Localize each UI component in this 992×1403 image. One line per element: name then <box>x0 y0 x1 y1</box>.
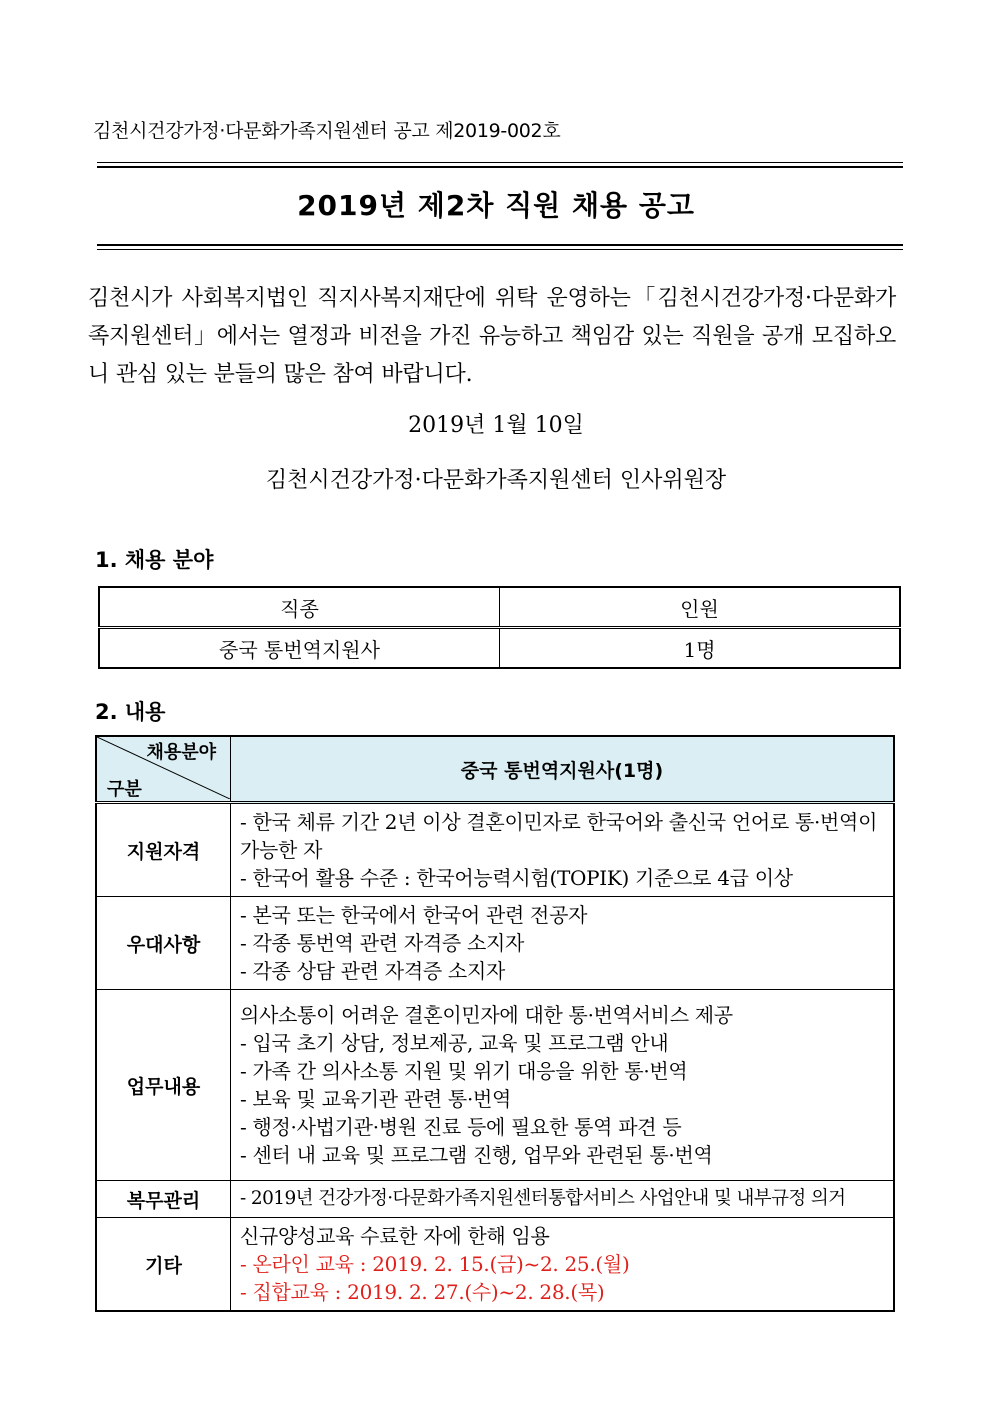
title-rule-bottom-thick <box>97 244 903 246</box>
intro-paragraph: 김천시가 사회복지법인 직지사복지재단에 위탁 운영하는「김천시건강가정·다문화가족지원센터」에서는 열정과 비전을 가진 유능하고 책임감 있는 직원을 공개 모집하오니 관심 있는 분들의 많은 참여 바랍니다. <box>88 286 896 387</box>
cell-job-type: 중국 통번역지원사 <box>99 628 500 669</box>
table-header-row <box>99 587 900 628</box>
preference-line-2: - 각종 통번역 관련 자격증 소지자 <box>240 931 525 955</box>
header-headcount: 인원 <box>500 587 901 628</box>
recruit-field-table <box>98 586 901 669</box>
title-rule-top-thick <box>97 166 903 168</box>
table-row-service <box>96 1181 894 1218</box>
content-etc <box>231 1218 895 1312</box>
details-header-row <box>96 736 894 803</box>
header-job-type: 직종 <box>99 587 500 628</box>
duties-line-3: - 가족 간 의사소통 지원 및 위기 대응을 위한 통·번역 <box>240 1059 688 1083</box>
duties-line-6: - 센터 내 교육 및 프로그램 진행, 업무와 관련된 통·번역 <box>240 1143 713 1167</box>
section-heading-recruit-field: 1. 채용 분야 <box>95 548 214 572</box>
table-row <box>99 628 900 669</box>
details-table <box>95 735 895 1312</box>
content-preference <box>231 897 895 990</box>
notice-signer: 김천시건강가정·다문화가족지원센터 인사위원장 <box>265 468 727 493</box>
content-service <box>231 1181 895 1218</box>
label-service: 복무관리 <box>96 1181 231 1218</box>
etc-line-online-education: - 온라인 교육 : 2019. 2. 15.(금)~2. 25.(월) <box>240 1252 630 1276</box>
label-duties: 업무내용 <box>96 990 231 1181</box>
corner-label-field: 채용분야 <box>146 742 216 763</box>
notice-number: 김천시건강가정·다문화가족지원센터 공고 제2019-002호 <box>93 120 561 142</box>
etc-line-1: 신규양성교육 수료한 자에 한해 임용 <box>240 1224 550 1248</box>
corner-header-cell <box>96 736 231 803</box>
content-qualification <box>231 803 895 897</box>
duties-line-5: - 행정·사법기관·병원 진료 등에 필요한 통역 파견 등 <box>240 1115 682 1139</box>
etc-line-group-education: - 집합교육 : 2019. 2. 27.(수)~2. 28.(목) <box>240 1280 605 1304</box>
column-header-position: 중국 통번역지원사(1명) <box>231 736 895 803</box>
page-title: 2019년 제2차 직원 채용 공고 <box>297 189 695 222</box>
content-duties <box>231 990 895 1181</box>
label-qualification: 지원자격 <box>96 803 231 897</box>
title-rule-top-thin <box>97 162 903 163</box>
service-line-1: - 2019년 건강가정·다문화가족지원센터통합서비스 사업안내 및 내부규정 의거 <box>240 1188 846 1209</box>
label-etc: 기타 <box>96 1218 231 1312</box>
label-preference: 우대사항 <box>96 897 231 990</box>
table-row-etc <box>96 1218 894 1312</box>
cell-headcount: 1명 <box>500 628 901 669</box>
corner-label-category: 구분 <box>107 779 142 800</box>
preference-line-1: - 본국 또는 한국에서 한국어 관련 전공자 <box>240 903 588 927</box>
title-rule-bottom-thin <box>97 249 903 250</box>
qualification-line-1: - 한국 체류 기간 2년 이상 결혼이민자로 한국어와 출신국 언어로 통·번역이 가능한 자 <box>240 810 878 862</box>
duties-line-2: - 입국 초기 상담, 정보제공, 교육 및 프로그램 안내 <box>240 1031 669 1055</box>
preference-line-3: - 각종 상담 관련 자격증 소지자 <box>240 959 505 983</box>
table-row-preference <box>96 897 894 990</box>
table-row-qualification <box>96 803 894 897</box>
table-row-duties <box>96 990 894 1181</box>
qualification-line-2: - 한국어 활용 수준 : 한국어능력시험(TOPIK) 기준으로 4급 이상 <box>240 866 793 890</box>
duties-line-1: 의사소통이 어려운 결혼이민자에 대한 통·번역서비스 제공 <box>240 1003 733 1027</box>
notice-date: 2019년 1월 10일 <box>408 413 584 438</box>
duties-line-4: - 보육 및 교육기관 관련 통·번역 <box>240 1087 512 1111</box>
section-heading-details: 2. 내용 <box>95 700 166 724</box>
